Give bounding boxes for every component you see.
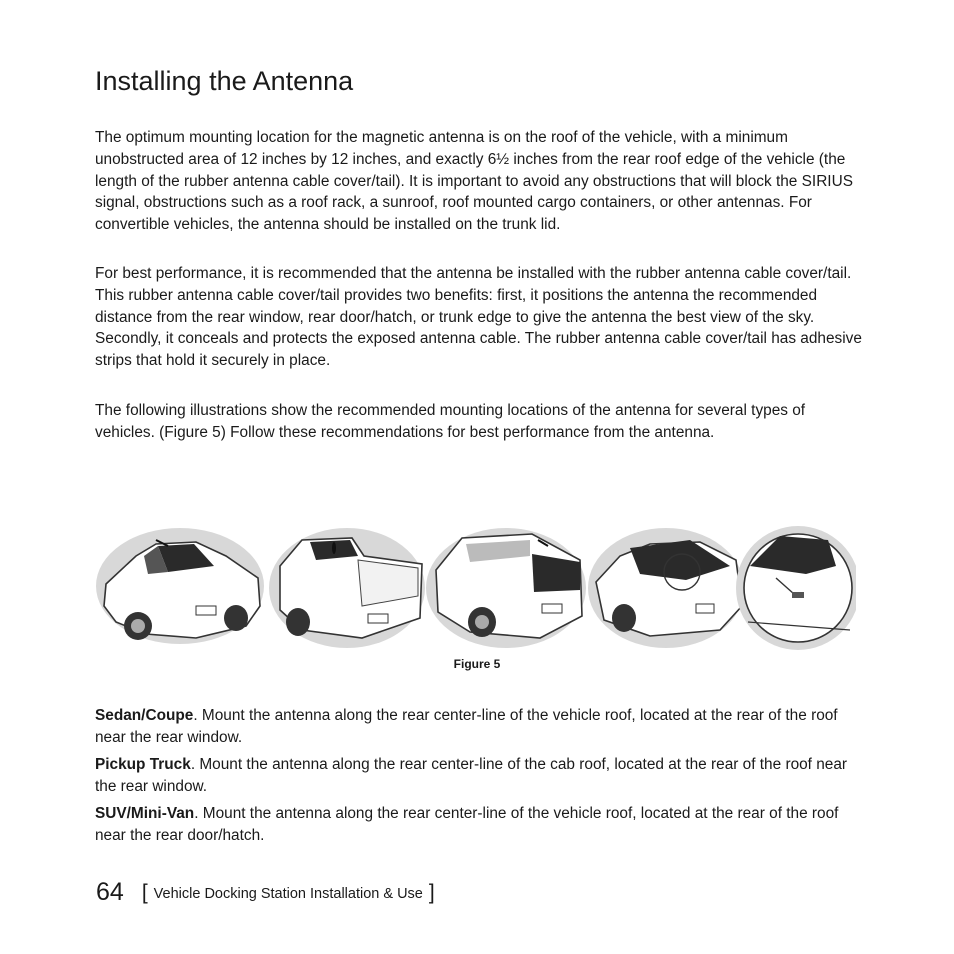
vehicle-description: . Mount the antenna along the rear center-line of the vehicle roof, located at the rear of the roof near the rear window. bbox=[95, 707, 838, 746]
vehicle-label: Sedan/Coupe bbox=[95, 707, 194, 724]
vehicle-note-sedan bbox=[95, 705, 865, 749]
paragraph-illustrations-intro: The following illustrations show the recommended mounting locations of the antenna for several types of vehicles. (Figure 5) Follow these recommendations for best performance from the antenna. bbox=[95, 402, 806, 441]
paragraph-mounting-location: The optimum mounting location for the magnetic antenna is on the roof of the vehicle, with a minimum unobstructed area of 12 inches by 12 inches, and exactly 6½ inches from the rear roof edge of the vehicle (the length of the rubber antenna cable cover/tail). It is important to avoid any obstructions that will block the SIRIUS signal, obstructions such as a roof rack, a sunroof, roof mounted cargo containers, or other antennas. For convertible vehicles, the antenna should be installed on the trunk lid. bbox=[95, 129, 853, 234]
footer-close-bracket: ] bbox=[428, 881, 435, 904]
antenna-detail-zoom bbox=[736, 526, 856, 650]
convertible-illustration bbox=[588, 528, 744, 648]
vehicle-note-pickup bbox=[95, 754, 865, 798]
vehicle-mounting-illustrations bbox=[96, 526, 856, 656]
vehicle-label: Pickup Truck bbox=[95, 756, 191, 773]
page-number: 64 bbox=[96, 878, 124, 906]
page-title: Installing the Antenna bbox=[95, 66, 354, 96]
footer-open-bracket: [ bbox=[141, 881, 148, 904]
paragraph-cable-cover: For best performance, it is recommended that the antenna be installed with the rubber antenna cable cover/tail. This rubber antenna cable cover/tail provides two benefits: first, it positions the antenna the recommended distance from the rear window, rear door/hatch, or trunk edge to give the antenna the best view of the sky. Secondly, it conceals and protects the exposed antenna cable. The rubber antenna cable cover/tail has adhesive strips that hold it securely in place. bbox=[95, 265, 862, 370]
pickup-truck-illustration bbox=[269, 528, 425, 648]
vehicle-description: . Mount the antenna along the rear center-line of the cab roof, located at the rear of the roof near the rear window. bbox=[95, 756, 848, 795]
vehicle-description: . Mount the antenna along the rear center-line of the vehicle roof, located at the rear of the roof near the rear door/hatch. bbox=[95, 805, 839, 844]
vehicle-label: SUV/Mini-Van bbox=[95, 805, 195, 822]
sedan-illustration bbox=[96, 528, 264, 644]
page-footer bbox=[96, 878, 435, 907]
suv-illustration bbox=[426, 528, 586, 648]
footer-title: Vehicle Docking Station Installation & Use bbox=[153, 886, 423, 902]
figure-caption: Figure 5 bbox=[453, 657, 501, 671]
vehicle-note-suv bbox=[95, 803, 865, 847]
